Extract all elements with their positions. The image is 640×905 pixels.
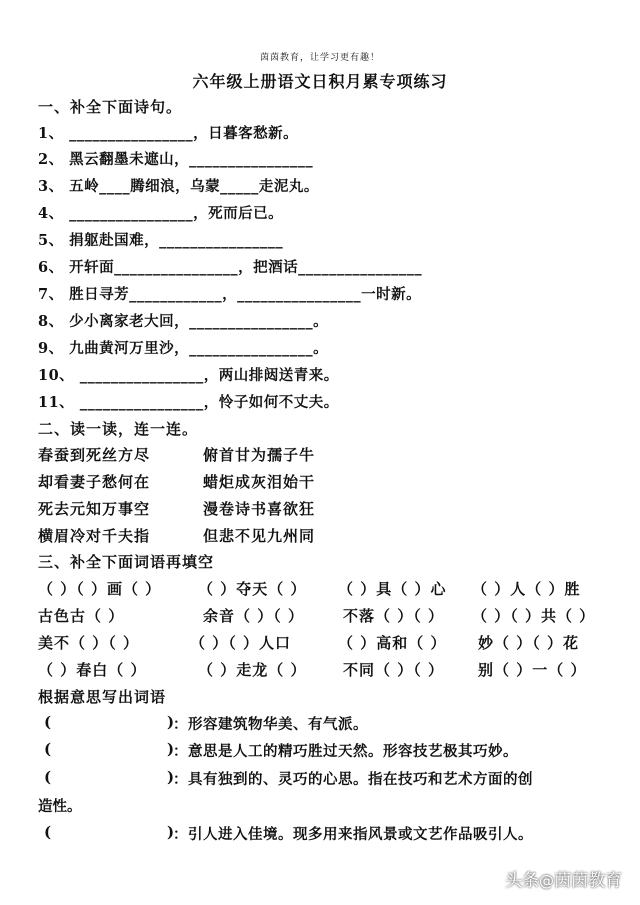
idiom-cell: （ ）（ ）共（ ）: [472, 607, 596, 625]
definition-1: ：形容建筑物华美、有气派。: [173, 716, 368, 733]
at-icon: @: [539, 872, 554, 890]
idiom-cell: （ ）春白（ ）: [38, 661, 147, 679]
answer-blank-open: (: [44, 768, 52, 786]
section3-heading: 三、补全下面词语再填空: [38, 553, 215, 571]
idiom-cell: （ ）走龙（ ）: [198, 661, 307, 679]
poem-line-7: 7、 胜日寻芳____________，________________一时新。: [38, 286, 422, 303]
definition-4: ：引人进入佳境。现多用来指风景或文艺作品吸引人。: [173, 826, 533, 843]
idiom-cell: 别（ ）一（ ）: [478, 661, 587, 679]
answer-blank-close: ): [167, 740, 175, 758]
poem-line-4: 4、 ________________，死而后已。: [38, 205, 284, 222]
match-right-4: 但悲不见九州同: [203, 527, 316, 545]
watermark-name: 茵茵教育: [554, 871, 622, 891]
page-title: 六年级上册语文日积月累专项练习: [192, 72, 448, 91]
poem-line-2: 2、 黑云翻墨未遮山，________________: [38, 151, 314, 168]
match-left-4: 横眉冷对千夫指: [38, 527, 151, 545]
section2-heading: 二、读一读，连一连。: [38, 420, 199, 438]
idiom-cell: （ ）人（ ）胜: [472, 580, 581, 598]
idiom-cell: （ ）具（ ）心: [338, 580, 447, 598]
poem-line-3: 3、 五岭____腾细浪，乌蒙_____走泥丸。: [38, 178, 319, 195]
poem-line-9: 9、 九曲黄河万里沙，________________。: [38, 340, 329, 357]
match-right-3: 漫卷诗书喜欲狂: [203, 500, 316, 518]
idiom-cell: 余音（ ）（ ）: [203, 607, 304, 625]
idiom-cell: （ ）（ ）人口: [190, 634, 291, 652]
header-tagline: 茵茵教育，让学习更有趣！: [259, 53, 380, 63]
match-left-3: 死去元知万事空: [38, 500, 151, 518]
answer-blank-open: (: [44, 823, 52, 841]
answer-blank-close: ): [167, 823, 175, 841]
section1-heading: 一、补全下面诗句。: [38, 98, 183, 116]
idiom-cell: （ ）夺天（ ）: [198, 580, 307, 598]
idiom-cell: 妙（ ）（ ）花: [478, 634, 579, 652]
idiom-cell: （ ）高和（ ）: [338, 634, 447, 652]
idiom-cell: （ ）（ ）画（ ）: [38, 580, 162, 598]
answer-blank-close: ): [167, 713, 175, 731]
idiom-cell: 古色古（ ）: [38, 607, 125, 625]
poem-line-11: 11、 ________________，怜子如何不丈夫。: [38, 394, 339, 411]
watermark-prefix: 头条: [505, 871, 539, 891]
poem-line-1: 1、 ________________，日暮客愁新。: [38, 125, 299, 142]
definition-3-continuation: 造性。: [38, 798, 82, 815]
match-right-2: 蜡炬成灰泪始干: [203, 473, 316, 491]
poem-line-6: 6、 开轩面________________，把酒话________________: [38, 259, 423, 276]
idiom-cell: 不同（ ）（ ）: [343, 661, 444, 679]
match-right-1: 俯首甘为孺子牛: [203, 446, 316, 464]
poem-line-5: 5、 捐躯赴国难，________________: [38, 232, 284, 249]
answer-blank-open: (: [44, 713, 52, 731]
answer-blank-open: (: [44, 740, 52, 758]
definition-3: ：具有独到的、灵巧的心思。指在技巧和艺术方面的创: [173, 771, 533, 788]
match-left-2: 却看妻子愁何在: [38, 473, 151, 491]
idiom-cell: 美不（ ）（ ）: [38, 634, 139, 652]
answer-blank-close: ): [167, 768, 175, 786]
idiom-cell: 不落（ ）（ ）: [343, 607, 444, 625]
source-watermark: [505, 866, 622, 891]
poem-line-10: 10、 ________________，两山排闼送青来。: [38, 367, 339, 384]
section4-heading: 根据意思写出词语: [38, 688, 167, 706]
poem-line-8: 8、 少小离家老大回，________________。: [38, 313, 329, 330]
match-left-1: 春蚕到死丝方尽: [38, 446, 151, 464]
definition-2: ：意思是人工的精巧胜过天然。形容技艺极其巧妙。: [173, 743, 518, 760]
